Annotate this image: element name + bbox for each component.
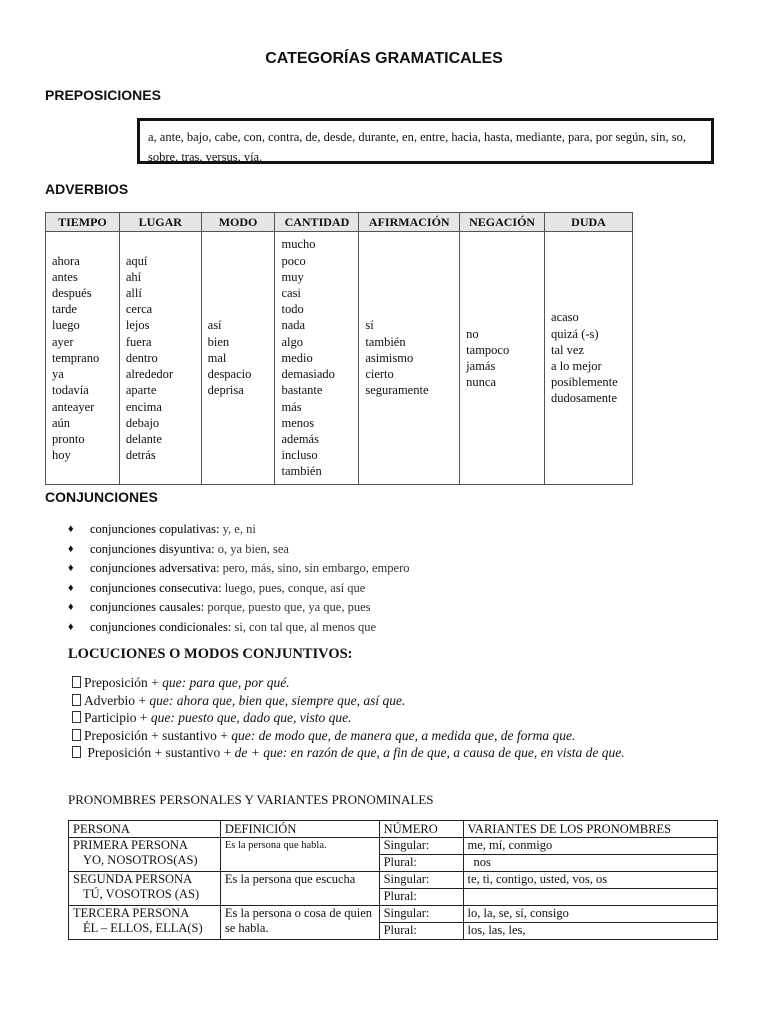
table-row: [69, 906, 718, 923]
adverbio-word: anteayer: [52, 399, 95, 414]
numero-plural: Plural:: [379, 923, 463, 940]
adverbio-word: casi: [281, 286, 301, 301]
adverbio-word: aún: [52, 415, 71, 430]
section-heading-adverbios: ADVERBIOS: [45, 181, 129, 197]
adverbio-word: ayer: [52, 334, 74, 349]
locuciones-list: [72, 674, 625, 762]
list-item: [68, 520, 409, 540]
adverbio-word: asimismo: [365, 350, 414, 365]
adverbio-word: dudosamente: [551, 391, 617, 406]
adverbios-col-negacion: NEGACIÓN: [460, 213, 545, 232]
persona-pronouns: ÉL – ELLOS, ELLA(S): [83, 921, 203, 935]
loc-keyword: que: [149, 692, 169, 708]
loc-examples: : puesto que, dado que, visto que.: [170, 710, 352, 725]
adverbio-word: jamás: [466, 359, 496, 373]
loc-keyword: que: [150, 710, 171, 725]
adverbio-word: menos: [281, 415, 315, 430]
adverbio-word: debajo: [125, 415, 160, 430]
adverbio-word: algo: [281, 334, 303, 349]
adverbio-word: todavía: [52, 383, 89, 398]
adverbio-word: nunca: [466, 375, 497, 390]
adverbio-word: alrededor: [125, 367, 174, 382]
conjunciones-list: [68, 520, 409, 637]
list-item: [68, 540, 409, 560]
variantes-plural: los, las, les,: [463, 923, 718, 940]
adverbio-word: cerca: [125, 302, 153, 317]
adverbios-cell-lugar: [119, 232, 201, 485]
pronombres-col-persona: PERSONA: [69, 821, 221, 838]
adverbios-col-cantidad: CANTIDAD: [275, 213, 359, 232]
conj-value: pero, más, sino, sin embargo, empero: [219, 561, 410, 575]
pronombres-col-variantes: VARIANTES DE LOS PRONOMBRES: [463, 821, 718, 838]
persona-name: TERCERA PERSONA: [73, 906, 190, 920]
adverbios-cell-negacion: [460, 232, 545, 485]
list-item: [68, 579, 409, 599]
conj-label: conjunciones causales:: [90, 600, 205, 614]
list-item: [68, 598, 409, 618]
list-item: [68, 559, 409, 579]
bullet-box-icon: [72, 746, 81, 758]
adverbios-col-modo: MODO: [201, 213, 275, 232]
loc-examples: : de modo que, de manera que, a medida que, de forma que.: [250, 727, 576, 743]
pronombres-table: [68, 820, 718, 940]
pronombres-header-row: [69, 821, 718, 838]
loc-part: Adverbio +: [84, 692, 150, 708]
conj-label: conjunciones copulativas:: [90, 522, 220, 536]
adverbio-word: antes: [52, 269, 78, 284]
adverbio-word: ahora: [52, 253, 80, 268]
conj-value: y, e, ni: [219, 522, 256, 536]
pronombres-col-numero: NÚMERO: [379, 821, 463, 838]
adverbio-word: deprisa: [207, 383, 244, 398]
numero-plural: Plural:: [379, 855, 463, 872]
adverbio-word: despacio: [207, 367, 252, 382]
bullet-box-icon: [72, 729, 81, 741]
table-row: [69, 872, 718, 889]
adverbio-word: tarde: [52, 302, 77, 317]
loc-part: Preposición +: [84, 675, 163, 690]
adverbio-word: nada: [281, 318, 306, 333]
adverbio-word: quizá (-s): [551, 326, 599, 341]
numero-plural: Plural:: [379, 889, 463, 906]
persona-pronouns: TÚ, VOSOTROS (AS): [83, 887, 200, 901]
adverbio-word: luego: [52, 318, 80, 333]
loc-part: Preposición + sustantivo +: [84, 745, 235, 760]
adverbio-word: tampoco: [466, 342, 510, 357]
definicion-cell: Es la persona que habla.: [220, 838, 379, 872]
variantes-singular: me, mí, conmigo: [463, 838, 718, 855]
loc-part: Preposición + sustantivo +: [84, 727, 232, 743]
conj-value: luego, pues, conque, así que: [221, 580, 366, 595]
variantes-singular: te, ti, contigo, usted, vos, os: [463, 872, 718, 889]
adverbio-word: también: [365, 334, 406, 349]
conj-label: conjunciones adversativa:: [90, 561, 220, 575]
adverbio-word: muy: [281, 269, 304, 284]
adverbio-word: bien: [207, 334, 230, 349]
definicion-cell: Es la persona o cosa de quien se habla.: [220, 906, 379, 940]
preposiciones-box: [137, 118, 714, 164]
list-item: [68, 618, 409, 638]
definicion-cell: Es la persona que escucha: [220, 872, 379, 906]
section-heading-locuciones: LOCUCIONES O MODOS CONJUNTIVOS:: [68, 646, 353, 662]
list-item: [72, 744, 625, 762]
table-row: [69, 838, 718, 855]
adverbios-col-lugar: LUGAR: [119, 213, 201, 232]
adverbio-word: seguramente: [365, 383, 429, 398]
adverbio-word: no: [466, 326, 479, 341]
numero-singular: Singular:: [379, 872, 463, 889]
adverbio-word: hoy: [52, 448, 71, 463]
adverbio-word: aparte: [125, 383, 157, 398]
adverbios-col-tiempo: TIEMPO: [46, 213, 120, 232]
variantes-plural: [463, 889, 718, 906]
adverbio-word: dentro: [125, 350, 158, 365]
adverbio-word: así: [207, 318, 222, 333]
list-item: [72, 727, 625, 745]
page-title: CATEGORÍAS GRAMATICALES: [265, 50, 503, 67]
list-item: [72, 692, 625, 710]
variantes-singular: lo, la, se, sí, consigo: [463, 906, 718, 923]
adverbio-word: pronto: [52, 431, 85, 446]
adverbio-word: todo: [281, 302, 304, 317]
adverbio-word: después: [52, 286, 92, 301]
adverbio-word: allí: [125, 286, 142, 301]
bullet-box-icon: [72, 694, 81, 706]
adverbio-word: encima: [125, 399, 162, 414]
adverbio-word: medio: [281, 350, 313, 365]
persona-cell: [69, 838, 221, 872]
conj-label: conjunciones consecutiva:: [90, 580, 222, 595]
section-heading-preposiciones: PREPOSICIONES: [45, 87, 161, 103]
loc-keyword: que: [231, 727, 251, 743]
conj-value: porque, puesto que, ya que, pues: [204, 600, 371, 614]
numero-singular: Singular:: [379, 838, 463, 855]
adverbio-word: más: [281, 399, 302, 414]
adverbio-word: cierto: [365, 367, 394, 382]
adverbios-cell-cantidad: [275, 232, 359, 485]
adverbio-word: poco: [281, 253, 306, 268]
list-item: [72, 709, 625, 727]
conj-value: o, ya bien, sea: [214, 541, 289, 556]
conj-label: conjunciones condicionales:: [90, 619, 232, 634]
adverbio-word: además: [281, 431, 319, 446]
adverbio-word: mucho: [281, 237, 316, 252]
adverbio-word: tal vez: [551, 342, 584, 357]
loc-examples: : para que, por qué.: [181, 675, 290, 690]
pronombres-col-definicion: DEFINICIÓN: [220, 821, 379, 838]
adverbios-table: [45, 212, 633, 485]
section-heading-pronombres: PRONOMBRES PERSONALES Y VARIANTES PRONOMINALES: [68, 792, 434, 807]
adverbios-cell-modo: [201, 232, 275, 485]
loc-keyword: de + que: [234, 745, 283, 760]
bullet-box-icon: [72, 676, 81, 688]
adverbio-word: mal: [207, 350, 227, 365]
adverbio-word: detrás: [125, 448, 156, 463]
adverbio-word: ahí: [125, 269, 142, 284]
bullet-box-icon: [72, 711, 81, 723]
variantes-plural: nos: [463, 855, 718, 872]
adverbios-col-afirmacion: AFIRMACIÓN: [359, 213, 460, 232]
list-item: [72, 674, 625, 692]
adverbio-word: a lo mejor: [551, 359, 602, 373]
adverbio-word: incluso: [281, 448, 318, 463]
adverbios-body-row: [46, 232, 633, 485]
adverbio-word: posiblemente: [551, 375, 618, 390]
persona-cell: [69, 872, 221, 906]
adverbio-word: fuera: [125, 334, 152, 349]
adverbio-word: acaso: [551, 310, 579, 325]
loc-examples: : en razón de que, a fin de que, a causa de que, en vista de que.: [282, 745, 625, 760]
adverbios-header-row: [46, 213, 633, 232]
adverbio-word: aquí: [125, 253, 148, 268]
loc-keyword: que: [162, 675, 182, 690]
adverbio-word: sí: [365, 318, 374, 333]
section-heading-conjunciones: CONJUNCIONES: [45, 489, 158, 505]
adverbio-word: ya: [52, 367, 64, 382]
persona-pronouns: YO, NOSOTROS(AS): [83, 853, 198, 867]
preposiciones-text: a, ante, bajo, cabe, con, contra, de, desde, durante, en, entre, hacia, hasta, mediante, para, por según, sin, so, sobre, tras, versus, vía.: [148, 130, 686, 164]
adverbio-word: delante: [125, 431, 162, 446]
conj-label: conjunciones disyuntiva:: [90, 541, 215, 556]
persona-cell: [69, 906, 221, 940]
adverbios-cell-tiempo: [46, 232, 120, 485]
conj-value: si, con tal que, al menos que: [231, 619, 377, 634]
adverbios-cell-duda: [545, 232, 633, 485]
loc-examples: : ahora que, bien que, siempre que, así que.: [168, 692, 406, 708]
numero-singular: Singular:: [379, 906, 463, 923]
adverbio-word: lejos: [125, 318, 150, 333]
adverbio-word: también: [281, 464, 322, 479]
loc-part: Participio +: [84, 710, 151, 725]
adverbios-cell-afirmacion: [359, 232, 460, 485]
adverbio-word: demasiado: [281, 367, 335, 382]
persona-name: PRIMERA PERSONA: [73, 838, 188, 852]
adverbio-word: bastante: [281, 383, 323, 398]
adverbio-word: temprano: [52, 350, 100, 365]
adverbios-col-duda: DUDA: [545, 213, 633, 232]
persona-name: SEGUNDA PERSONA: [73, 872, 193, 886]
